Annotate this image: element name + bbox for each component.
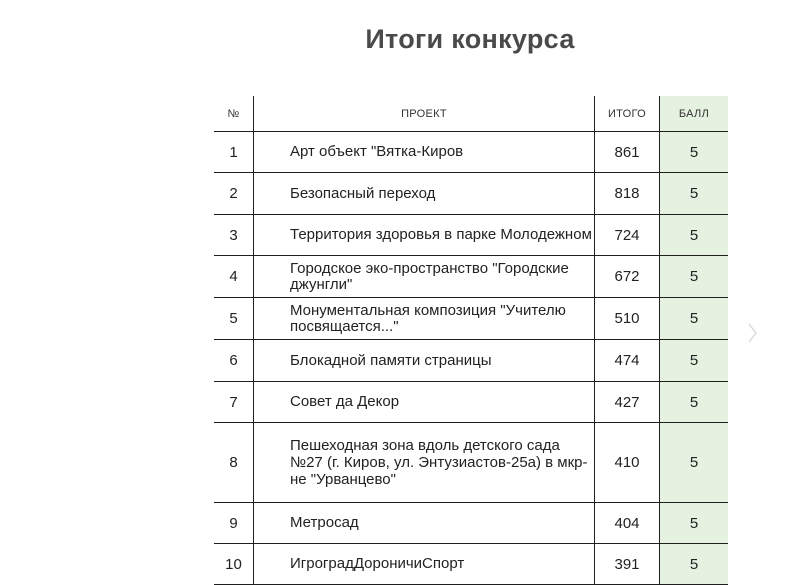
row-score: 5 — [660, 503, 728, 543]
row-num: 8 — [214, 423, 254, 502]
row-total: 404 — [595, 503, 660, 543]
table-row — [214, 173, 728, 215]
row-score: 5 — [660, 298, 728, 339]
header-total: ИТОГО — [595, 96, 660, 131]
row-score: 5 — [660, 423, 728, 502]
row-num: 7 — [214, 382, 254, 422]
row-num: 6 — [214, 340, 254, 381]
row-project: ИгроградДороничиСпорт — [254, 544, 595, 584]
row-total: 672 — [595, 256, 660, 297]
table-row — [214, 503, 728, 544]
row-num: 1 — [214, 132, 254, 172]
table-row — [214, 132, 728, 173]
row-total: 861 — [595, 132, 660, 172]
row-project: Монументальная композиция "Учителю посвящается..." — [254, 298, 595, 339]
header-project: ПРОЕКТ — [254, 96, 595, 131]
row-total: 818 — [595, 173, 660, 214]
table-row — [214, 298, 728, 340]
row-project: Блокадной памяти страницы — [254, 340, 595, 381]
row-score: 5 — [660, 132, 728, 172]
row-project: Метросад — [254, 503, 595, 543]
row-total: 427 — [595, 382, 660, 422]
row-project: Пешеходная зона вдоль детского сада №27 (г. Киров, ул. Энтузиастов-25а) в мкр-не "Урванцево" — [254, 423, 595, 502]
row-score: 5 — [660, 173, 728, 214]
table-row — [214, 215, 728, 256]
table-row — [214, 423, 728, 503]
header-score: БАЛЛ — [660, 96, 728, 131]
row-project: Совет да Декор — [254, 382, 595, 422]
table-row — [214, 544, 728, 585]
row-total: 410 — [595, 423, 660, 502]
table-row — [214, 256, 728, 298]
row-score: 5 — [660, 256, 728, 297]
table-header — [214, 96, 728, 132]
row-num: 3 — [214, 215, 254, 255]
row-project: Арт объект "Вятка-Киров — [254, 132, 595, 172]
row-total: 474 — [595, 340, 660, 381]
row-num: 5 — [214, 298, 254, 339]
page-title: Итоги конкурса — [365, 24, 575, 55]
row-score: 5 — [660, 382, 728, 422]
row-score: 5 — [660, 215, 728, 255]
row-project: Городское эко-пространство "Городские джунгли" — [254, 256, 595, 297]
row-project: Территория здоровья в парке Молодежном — [254, 215, 595, 255]
table-row — [214, 340, 728, 382]
row-num: 10 — [214, 544, 254, 584]
chevron-right-icon[interactable] — [748, 322, 758, 344]
header-num: № — [214, 96, 254, 131]
row-total: 510 — [595, 298, 660, 339]
row-num: 2 — [214, 173, 254, 214]
row-num: 9 — [214, 503, 254, 543]
results-table — [214, 96, 728, 585]
row-score: 5 — [660, 340, 728, 381]
row-project: Безопасный переход — [254, 173, 595, 214]
row-score: 5 — [660, 544, 728, 584]
table-row — [214, 382, 728, 423]
row-total: 724 — [595, 215, 660, 255]
row-num: 4 — [214, 256, 254, 297]
row-total: 391 — [595, 544, 660, 584]
